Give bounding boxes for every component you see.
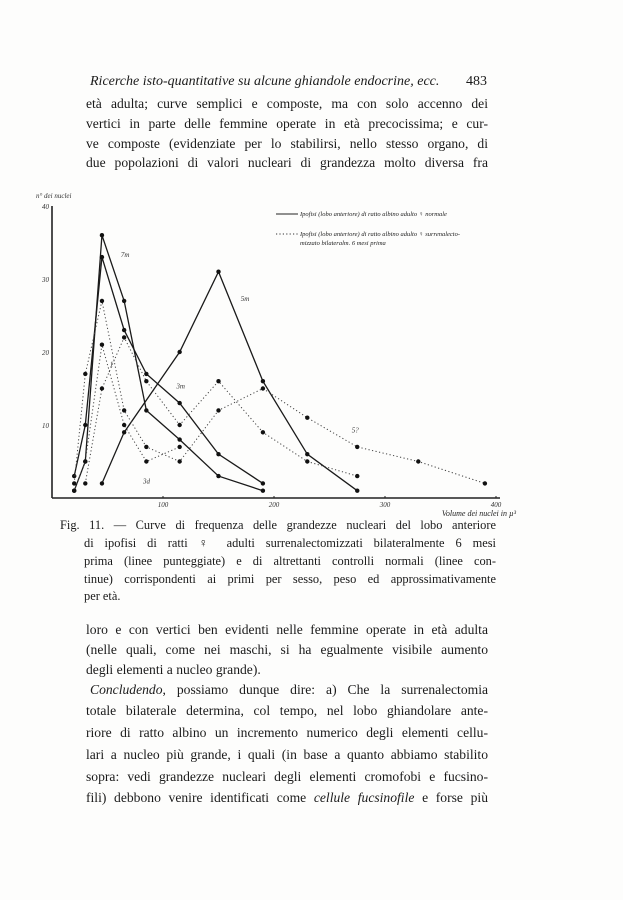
- data-point: [261, 430, 265, 434]
- series-5?: [72, 299, 487, 486]
- series-line: [74, 345, 179, 491]
- data-point: [144, 379, 148, 383]
- text-line: lari a nucleo più grande, i quali (in base a quanto abbiamo stabilito: [86, 747, 488, 762]
- data-point: [122, 299, 126, 303]
- data-point: [100, 386, 104, 390]
- data-point: [216, 408, 220, 412]
- data-point: [144, 372, 148, 376]
- data-point: [100, 481, 104, 485]
- legend-label: Ipofisi (lobo anteriore) di ratto albino adulto ♀ normale: [300, 211, 447, 218]
- data-point: [122, 328, 126, 332]
- text-line: sopra: vedi grandezze nucleari degli elementi cromofobi e fucsino-: [86, 769, 488, 784]
- text-line: loro e con vertici ben evidenti nelle femmine operate in età adulta: [86, 622, 488, 637]
- text-line: [86, 790, 488, 806]
- series-label: 3m: [176, 382, 185, 391]
- data-point: [144, 459, 148, 463]
- y-axis-label: n° dei nuclei: [36, 192, 72, 200]
- data-point: [305, 452, 309, 456]
- data-point: [122, 423, 126, 427]
- data-point: [355, 489, 359, 493]
- data-point: [100, 233, 104, 237]
- x-tick-label: 400: [490, 501, 502, 509]
- data-point: [83, 481, 87, 485]
- x-tick-label: 100: [157, 501, 169, 509]
- data-point: [83, 372, 87, 376]
- text-line: [90, 682, 488, 698]
- text: fili) debbono venire identificati come: [86, 790, 314, 805]
- x-tick-label: 300: [379, 501, 391, 509]
- data-point: [216, 270, 220, 274]
- series-label: 3d: [143, 477, 151, 486]
- text: e forse più: [414, 790, 489, 805]
- text: , possiamo dunque dire: a) Che la surrenalectomia: [162, 682, 488, 697]
- data-point: [416, 459, 420, 463]
- data-point: [177, 445, 181, 449]
- data-point: [216, 474, 220, 478]
- emphasis: Concludendo: [90, 682, 163, 697]
- running-title: Ricerche isto-quantitative su alcune ghiandole endocrine, ecc.: [90, 74, 440, 89]
- series-5m: [100, 270, 360, 493]
- series-label: 5m: [240, 294, 250, 303]
- caption-line: per età.: [84, 589, 121, 603]
- y-tick-label: 30: [42, 276, 49, 284]
- legend-label: mizzato bilateralm. 6 mesi prima: [300, 240, 386, 247]
- x-axis-label: Volume dei nuclei in µ³: [441, 509, 516, 518]
- caption-line: di ipofisi di ratti ♀ adulti surrenalectomizzati bilateralmente 6 mesi: [84, 536, 496, 550]
- data-point: [305, 459, 309, 463]
- data-point: [483, 481, 487, 485]
- data-point: [72, 489, 76, 493]
- data-point: [72, 481, 76, 485]
- legend: [276, 211, 460, 247]
- data-point: [122, 408, 126, 412]
- series-3m: [72, 255, 265, 486]
- data-point: [355, 474, 359, 478]
- y-tick-label: 20: [42, 349, 49, 357]
- data-point: [122, 430, 126, 434]
- data-point: [216, 452, 220, 456]
- data-point: [177, 459, 181, 463]
- text-line: degli elementi a nucleo grande).: [86, 662, 261, 677]
- series-label: 5?: [351, 426, 359, 435]
- text-line: (nelle quali, come nei maschi, si ha egualmente visibile aumento: [86, 642, 488, 657]
- data-point: [72, 474, 76, 478]
- y-tick-label: 10: [42, 422, 49, 430]
- data-point: [100, 255, 104, 259]
- emphasis: cellule fucsinofile: [313, 790, 415, 805]
- y-tick-label: 40: [42, 203, 49, 211]
- text-line: totale bilaterale determina, col tempo, nel lobo ghiandolare ante-: [86, 703, 488, 718]
- figure-chart: [0, 190, 520, 520]
- page-number: 483: [466, 74, 487, 89]
- data-point: [261, 489, 265, 493]
- data-point: [122, 335, 126, 339]
- running-header: [90, 74, 487, 90]
- data-point: [261, 379, 265, 383]
- series-label: 7m: [120, 251, 130, 260]
- data-point: [83, 459, 87, 463]
- text-line: riore di ratto albino un incremento numerico degli elementi cellu-: [86, 725, 488, 740]
- legend-label: Ipofisi (lobo anteriore) di ratto albino adulto ♀ surrenalecto-: [300, 231, 461, 238]
- data-point: [144, 408, 148, 412]
- data-point: [177, 350, 181, 354]
- series-line: [74, 257, 263, 486]
- series-label: 1: [109, 360, 114, 369]
- series-line: [74, 235, 263, 491]
- data-point: [305, 416, 309, 420]
- series-line: [74, 301, 485, 484]
- data-point: [261, 481, 265, 485]
- data-point: [261, 386, 265, 390]
- caption-line: Fig. 11. — Curve di frequenza delle grandezze nucleari del lobo anteriore: [60, 518, 496, 532]
- data-point: [216, 379, 220, 383]
- data-point: [100, 343, 104, 347]
- text-line: ve composte (evidenziate per lo stabilirsi, nello stesso organo, di: [86, 136, 488, 151]
- data-point: [83, 423, 87, 427]
- data-point: [355, 445, 359, 449]
- data-point: [177, 437, 181, 441]
- caption-line: tinue) corrispondenti ai primi per sesso, peso ed approssimativamente: [84, 572, 496, 586]
- data-point: [177, 423, 181, 427]
- data-point: [177, 401, 181, 405]
- text-line: età adulta; curve semplici e composte, ma con solo accenno dei: [86, 96, 488, 111]
- data-point: [100, 299, 104, 303]
- text-line: due popolazioni di valori nucleari di grandezza molto diversa fra: [86, 155, 488, 170]
- caption-line: prima (linee punteggiate) e di altrettanti controlli normali (linee con-: [84, 554, 496, 568]
- text-line: vertici in parte delle femmine operate in età precocissima; e cur-: [86, 116, 488, 131]
- x-tick-label: 200: [268, 501, 280, 509]
- data-point: [144, 445, 148, 449]
